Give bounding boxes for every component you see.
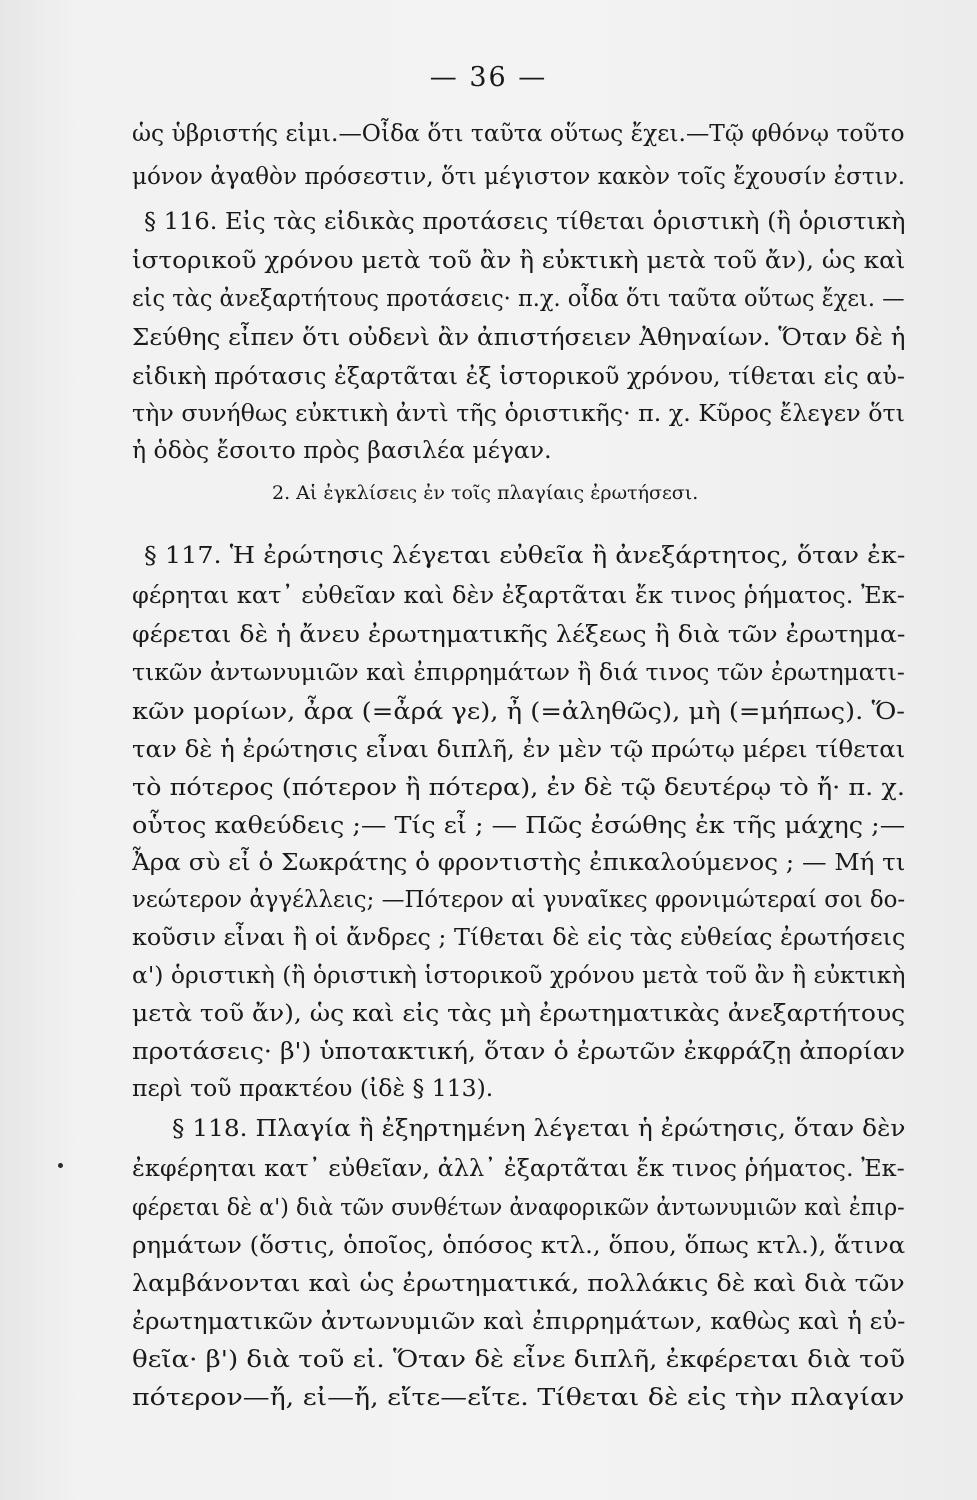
text-line: ὡς ὑβριστής εἰμι.—Οἶδα ὅτι ταῦτα οὕτως ἔχει.—Τῷ φθόνῳ τοῦτο <box>132 119 905 147</box>
text-line: πότερον—ἤ, εἰ—ἤ, εἴτε—εἴτε. Τίθεται δὲ εἰς τὴν πλαγίαν <box>132 1383 905 1411</box>
text-line: μόνον ἀγαθὸν πρόσεστιν, ὅτι μέγιστον κακὸν τοῖς ἔχουσίν ἐστιν. <box>132 162 906 190</box>
page-number: — 36 — <box>429 62 548 93</box>
text-line: ἐρωτηματικῶν ἀντωνυμιῶν καὶ ἐπιρρημάτων, καθὼς καὶ ἡ εὐ- <box>132 1307 906 1335</box>
text-line: § 116. Εἰς τὰς εἰδικὰς προτάσεις τίθεται ὁριστικὴ (ἢ ὁριστικὴ <box>144 207 906 235</box>
section-heading: 2. Αἱ ἐγκλίσεις ἐν τοῖς πλαγίαις ἐρωτήσεσι. <box>272 482 699 504</box>
text-line: ἱστορικοῦ χρόνου μετὰ τοῦ ἂν ἢ εὐκτικὴ μετὰ τοῦ ἄν), ὡς καὶ <box>132 246 906 274</box>
text-line: α') ὁριστικὴ (ἢ ὁριστικὴ ἱστορικοῦ χρόνου μετὰ τοῦ ἂν ἢ εὐκτικὴ <box>132 961 906 989</box>
text-line: περὶ τοῦ πρακτέου (ἰδὲ § 113). <box>132 1074 494 1102</box>
text-line: θεῖα· β') διὰ τοῦ εἰ. Ὅταν δὲ εἶνε διπλῆ, ἐκφέρεται διὰ τοῦ <box>132 1345 906 1373</box>
text-line: τικῶν ἀντωνυμιῶν καὶ ἐπιρρημάτων ἢ διά τινος τῶν ἐρωτηματι- <box>132 658 905 686</box>
text-line: κοῦσιν εἶναι ἢ οἱ ἄνδρες ; Τίθεται δὲ εἰς τὰς εὐθείας ἐρωτήσεις <box>132 923 906 951</box>
text-line: Ἆρα σὺ εἶ ὁ Σωκράτης ὁ φροντιστὴς ἐπικαλούμενος ; — Μή τι <box>132 848 906 876</box>
text-line: Σεύθης εἶπεν ὅτι οὐδενὶ ἂν ἀπιστήσειεν Ἀθηναίων. Ὅταν δὲ ἡ <box>132 323 906 351</box>
text-line: οὗτος καθεύδεις ;— Τίς εἶ ; — Πῶς ἐσώθης ἐκ τῆς μάχης ;— <box>132 811 906 839</box>
text-line: λαμβάνονται καὶ ὡς ἐρωτηματικά, πολλάκις δὲ καὶ διὰ τῶν <box>132 1269 905 1297</box>
text-line: § 117. Ἡ ἐρώτησις λέγεται εὐθεῖα ἢ ἀνεξάρτητος, ὅταν ἐκ- <box>144 541 906 569</box>
text-line: ἐκφέρηται κατ᾽ εὐθεῖαν, ἀλλ᾽ ἐξαρτᾶται ἔκ τινος ῥήματος. Ἐκ- <box>132 1154 905 1182</box>
text-line: ρημάτων (ὅστις, ὁποῖος, ὁπόσος κτλ., ὅπου, ὅπως κτλ.), ἅτινα <box>132 1231 906 1259</box>
ink-dot <box>58 1163 63 1168</box>
text-line: μετὰ τοῦ ἄν), ὡς καὶ εἰς τὰς μὴ ἐρωτηματικὰς ἀνεξαρτήτους <box>132 999 906 1027</box>
text-line: ταν δὲ ἡ ἐρώτησις εἶναι διπλῆ, ἐν μὲν τῷ πρώτῳ μέρει τίθεται <box>132 735 906 763</box>
text-line: ἡ ὁδὸς ἔσοιτο πρὸς βασιλέα μέγαν. <box>132 436 552 464</box>
text-line: § 118. Πλαγία ἢ ἐξηρτημένη λέγεται ἡ ἐρώτησις, ὅταν δὲν <box>172 1114 906 1142</box>
text-line: προτάσεις· β') ὑποτακτική, ὅταν ὁ ἐρωτῶν ἐκφράζῃ ἀπορίαν <box>132 1037 906 1065</box>
text-line: τὸ πότερος (πότερον ἢ πότερα), ἐν δὲ τῷ δευτέρῳ τὸ ἤ· π. χ. <box>132 773 905 801</box>
text-line: εἰς τὰς ἀνεξαρτήτους προτάσεις· π.χ. οἶδα ὅτι ταῦτα οὕτως ἔχει. — <box>132 284 905 312</box>
text-line: φέρεται δὲ α') διὰ τῶν συνθέτων ἀναφορικῶν ἀντωνυμιῶν καὶ ἐπιρ- <box>132 1193 905 1221</box>
text-line: τὴν συνήθως εὐκτικὴ ἀντὶ τῆς ὁριστικῆς· π. χ. Κῦρος ἔλεγεν ὅτι <box>132 399 905 427</box>
text-line: νεώτερον ἀγγέλλεις; —Πότερον αἱ γυναῖκες φρονιμώτεραί σοι δο- <box>132 885 906 913</box>
text-line: κῶν μορίων, ἆρα (=ἆρά γε), ἦ (=ἀληθῶς), μὴ (=μήπως). Ὅ- <box>132 697 906 725</box>
text-line: φέρεται δὲ ἡ ἄνευ ἐρωτηματικῆς λέξεως ἢ διὰ τῶν ἐρωτημα- <box>132 620 906 648</box>
text-line: φέρηται κατ᾽ εὐθεῖαν καὶ δὲν ἐξαρτᾶται ἔκ τινος ῥήματος. Ἐκ- <box>132 581 905 609</box>
text-line: εἰδικὴ πρότασις ἐξαρτᾶται ἐξ ἱστορικοῦ χρόνου, τίθεται εἰς αὐ- <box>132 362 905 390</box>
